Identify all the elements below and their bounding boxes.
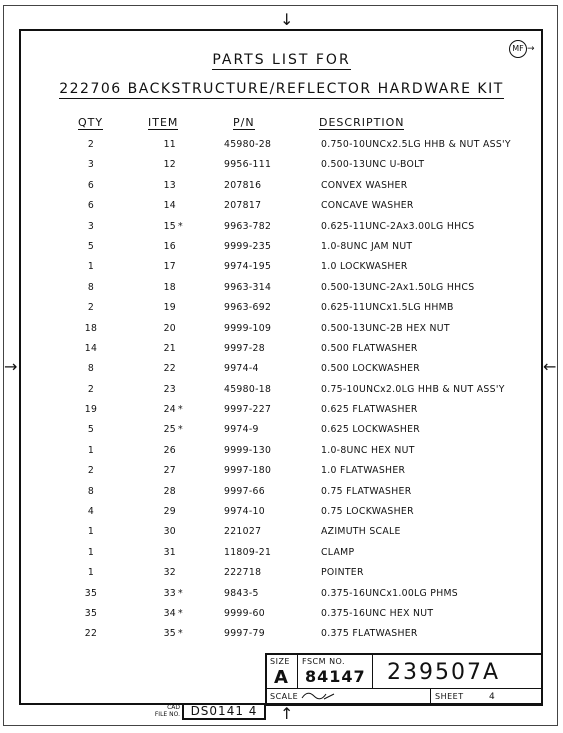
parts-row [0,503,563,523]
part-number-cell: 9963-692 [224,302,272,314]
qty-cell: 19 [84,404,98,416]
qty-cell: 1 [87,526,95,538]
part-number-cell: 45980-28 [224,139,272,150]
description-cell: 0.375 FLATWASHER [321,628,418,640]
item-cell: 32 [163,567,176,579]
part-number-cell: 207817 [224,200,262,212]
parts-row [0,523,563,543]
scale-label: SCALE [270,692,299,701]
item-cell: 35 [163,628,176,640]
revision-mark: * [178,587,183,599]
parts-row [0,605,563,625]
scale-scribble-icon [300,690,340,702]
parts-row [0,564,563,584]
description-cell: 0.625 FLATWASHER [321,404,418,416]
part-number-cell: 221027 [224,526,262,538]
qty-cell: 1 [87,444,95,456]
part-number-cell: 9999-130 [224,444,272,456]
column-header-qty: QTY [78,116,104,129]
qty-cell: 1 [87,567,95,579]
qty-cell: 5 [87,240,95,252]
qty-cell: 1 [87,546,95,558]
part-number-cell: 9974-10 [224,506,265,518]
description-cell: 0.625 LOCKWASHER [321,424,421,436]
description-cell: CONVEX WASHER [321,179,408,191]
description-cell: 0.375-16UNCx1.00LG PHMS [321,587,459,599]
description-cell: 0.375-16UNC HEX NUT [321,607,434,619]
item-cell: 16 [163,240,176,252]
sheet-label: SHEET [435,692,464,701]
item-cell: 15 [163,220,176,232]
center-mark-right-icon: ← [543,357,557,376]
qty-cell: 2 [87,383,95,395]
size-label: SIZE [270,657,290,666]
part-number-cell: 11809-21 [224,546,272,558]
revision-mark: * [178,607,183,619]
description-cell: 0.75 FLATWASHER [321,485,412,497]
description-cell: POINTER [321,567,364,579]
part-number-cell: 9997-79 [224,628,265,640]
qty-cell: 2 [87,139,95,150]
description-cell: 0.500-13UNC-2Ax1.50LG HHCS [321,281,475,293]
revision-mark: * [178,424,183,436]
page-subtitle: 222706 BACKSTRUCTURE/REFLECTOR HARDWARE KIT [59,81,504,97]
parts-row [0,136,563,156]
description-cell: 0.625-11UNC-2Ax3.00LG HHCS [321,220,475,232]
parts-row [0,442,563,462]
part-number-cell: 9843-5 [224,587,259,599]
description-cell: 0.500 LOCKWASHER [321,363,421,375]
item-cell: 22 [163,363,176,375]
description-cell: 0.500 FLATWASHER [321,342,418,354]
part-number-cell: 9963-314 [224,281,272,293]
mf-logo: MF → [509,40,535,58]
part-number-cell: 9997-28 [224,342,265,354]
description-cell: AZIMUTH SCALE [321,526,401,538]
part-number-cell: 222718 [224,567,262,579]
part-number-cell: 9997-180 [224,465,272,477]
center-mark-bottom-icon: ↑ [280,704,294,723]
item-cell: 25 [163,424,176,436]
description-cell: 0.75-10UNCx2.0LG HHB & NUT ASS'Y [321,383,505,395]
parts-row [0,218,563,238]
parts-row [0,625,563,645]
item-cell: 18 [163,281,176,293]
description-cell: 0.750-10UNCx2.5LG HHB & NUT ASS'Y [321,139,511,150]
item-cell: 26 [163,444,176,456]
qty-cell: 8 [87,485,95,497]
item-cell: 12 [163,159,176,171]
column-header-item: ITEM [148,116,179,129]
parts-row [0,197,563,217]
item-cell: 29 [163,506,176,518]
parts-row [0,156,563,176]
size-value: A [274,667,288,688]
qty-cell: 4 [87,506,95,518]
qty-cell: 35 [84,587,98,599]
part-number-cell: 9974-9 [224,424,259,436]
column-header-pn: P/N [233,116,255,129]
item-cell: 33 [163,587,176,599]
item-cell: 19 [163,302,176,314]
description-cell: 1.0 FLATWASHER [321,465,406,477]
revision-mark: * [178,628,183,640]
item-cell: 24 [163,404,176,416]
fscm-value: 84147 [305,667,366,686]
part-number-cell: 9999-109 [224,322,272,334]
qty-cell: 14 [84,342,98,354]
item-cell: 31 [163,546,176,558]
part-number-cell: 9999-60 [224,607,265,619]
title-block [265,653,543,706]
parts-row [0,585,563,605]
part-number-cell: 9997-227 [224,404,272,416]
description-cell: 1.0-8UNC HEX NUT [321,444,415,456]
parts-row [0,483,563,503]
revision-mark: * [178,404,183,416]
item-cell: 17 [163,261,176,273]
qty-cell: 2 [87,302,95,314]
description-cell: 1.0 LOCKWASHER [321,261,408,273]
part-number-cell: 9974-195 [224,261,272,273]
item-cell: 23 [163,383,176,395]
description-cell: 0.625-11UNCx1.5LG HHMB [321,302,454,314]
description-cell: CLAMP [321,546,355,558]
description-cell: 0.500-13UNC U-BOLT [321,159,425,171]
item-cell: 27 [163,465,176,477]
qty-cell: 22 [84,628,98,640]
item-cell: 28 [163,485,176,497]
parts-row [0,258,563,278]
qty-cell: 6 [87,200,95,212]
qty-cell: 35 [84,607,98,619]
description-cell: 1.0-8UNC JAM NUT [321,240,413,252]
description-cell: CONCAVE WASHER [321,200,414,212]
item-cell: 20 [163,322,176,334]
fscm-label: FSCM NO. [302,657,346,666]
sheet-value: 4 [489,692,496,702]
description-cell: 0.75 LOCKWASHER [321,506,414,518]
parts-row [0,381,563,401]
center-mark-left-icon: → [4,357,18,376]
qty-cell: 8 [87,363,95,375]
item-cell: 13 [163,179,176,191]
part-number-cell: 207816 [224,179,262,191]
item-cell: 14 [163,200,176,212]
parts-row [0,421,563,441]
item-cell: 34 [163,607,176,619]
parts-row [0,357,563,380]
parts-list [0,136,563,646]
qty-cell: 3 [87,220,95,232]
parts-row [0,238,563,258]
part-number-cell: 9963-782 [224,220,272,232]
parts-row [0,177,563,197]
part-number-cell: 45980-18 [224,383,272,395]
part-number-cell: 9956-111 [224,159,272,171]
center-mark-top-icon: ↓ [280,10,294,29]
qty-cell: 18 [84,322,98,334]
parts-row [0,544,563,564]
parts-row [0,299,563,319]
page-title: PARTS LIST FOR [212,52,351,68]
description-cell: 0.500-13UNC-2B HEX NUT [321,322,450,334]
item-cell: 30 [163,526,176,538]
qty-cell: 1 [87,261,95,273]
mf-logo-icon: MF [509,40,527,58]
drawing-number: 239507A [387,660,501,685]
parts-row [0,320,563,340]
parts-row [0,279,563,299]
column-header-description: DESCRIPTION [319,116,405,129]
parts-row [0,340,563,360]
part-number-cell: 9974-4 [224,363,259,375]
revision-mark: * [178,220,183,232]
parts-row [0,462,563,482]
qty-cell: 8 [87,281,95,293]
item-cell: 21 [163,342,176,354]
item-cell: 11 [163,139,176,150]
cad-file-number: DS0141 4 [182,703,266,720]
part-number-cell: 9997-66 [224,485,265,497]
qty-cell: 6 [87,179,95,191]
part-number-cell: 9999-235 [224,240,272,252]
qty-cell: 2 [87,465,95,477]
qty-cell: 5 [87,424,95,436]
cad-file-label: CAD FILE NO. [154,704,180,718]
parts-row [0,401,563,421]
qty-cell: 3 [87,159,95,171]
